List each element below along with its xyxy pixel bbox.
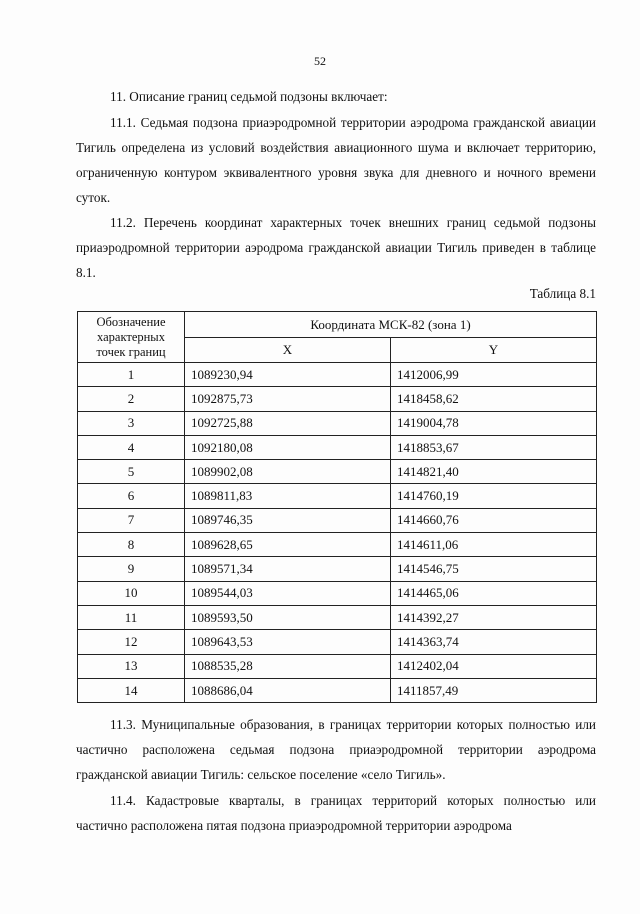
x-coordinate-cell: 1092875,73 — [185, 387, 391, 411]
y-coordinate-cell: 1414611,06 — [390, 533, 596, 557]
point-number-cell: 14 — [78, 678, 185, 702]
y-coordinate-cell: 1414392,27 — [390, 605, 596, 629]
paragraph-11-4: 11.4. Кадастровые кварталы, в границах территорий которых полностью или частично расположена пятая подзона приаэродромной территории аэродрома — [76, 793, 596, 833]
point-number-cell: 4 — [78, 435, 185, 459]
paragraph-11: 11. Описание границ седьмой подзоны включает: — [110, 89, 388, 104]
point-number-cell: 13 — [78, 654, 185, 678]
y-coordinate-cell: 1414363,74 — [390, 630, 596, 654]
x-coordinate-cell: 1089544,03 — [185, 581, 391, 605]
x-coordinate-cell: 1092725,88 — [185, 411, 391, 435]
x-coordinate-cell: 1089571,34 — [185, 557, 391, 581]
paragraph-11-2: 11.2. Перечень координат характерных точек внешних границ седьмой подзоны приаэродромной территории аэродрома гражданской авиации Тигиль приведен в таблице 8.1. — [76, 215, 596, 280]
paragraph-11-1: 11.1. Седьмая подзона приаэродромной территории аэродрома гражданской авиации Тигиль определена из условий воздействия авиационного шума и включает территорию, ограниченную контуром эквивалентного уровня звука для дневного и ночного времени суток. — [76, 115, 596, 205]
header-coordinate-system: Координата МСК-82 (зона 1) — [185, 312, 597, 338]
point-number-cell: 12 — [78, 630, 185, 654]
y-coordinate-cell: 1419004,78 — [390, 411, 596, 435]
coordinates-table — [77, 311, 597, 703]
x-coordinate-cell: 1089593,50 — [185, 605, 391, 629]
y-coordinate-cell: 1411857,49 — [390, 678, 596, 702]
table-row — [78, 363, 597, 387]
point-number-cell: 10 — [78, 581, 185, 605]
header-point-name: Обозначение характерных точек границ — [78, 312, 185, 363]
header-y: Y — [390, 338, 596, 363]
point-number-cell: 7 — [78, 508, 185, 532]
y-coordinate-cell: 1418458,62 — [390, 387, 596, 411]
y-coordinate-cell: 1414465,06 — [390, 581, 596, 605]
x-coordinate-cell: 1088535,28 — [185, 654, 391, 678]
table-row — [78, 387, 597, 411]
table-row — [78, 581, 597, 605]
y-coordinate-cell: 1418853,67 — [390, 435, 596, 459]
table-row — [78, 435, 597, 459]
x-coordinate-cell: 1089746,35 — [185, 508, 391, 532]
table-row — [78, 678, 597, 702]
point-number-cell: 3 — [78, 411, 185, 435]
table-row — [78, 460, 597, 484]
y-coordinate-cell: 1414821,40 — [390, 460, 596, 484]
y-coordinate-cell: 1414760,19 — [390, 484, 596, 508]
x-coordinate-cell: 1092180,08 — [185, 435, 391, 459]
table-row — [78, 605, 597, 629]
paragraph-11-3: 11.3. Муниципальные образования, в границах территории которых полностью или частично расположена седьмая подзона приаэродромной территории аэродрома гражданской авиации Тигиль: сельское поселение «село Тигиль». — [76, 717, 596, 782]
y-coordinate-cell: 1412402,04 — [390, 654, 596, 678]
point-number-cell: 11 — [78, 605, 185, 629]
page-number: 52 — [314, 54, 326, 68]
x-coordinate-cell: 1089230,94 — [185, 363, 391, 387]
header-x: X — [185, 338, 391, 363]
x-coordinate-cell: 1088686,04 — [185, 678, 391, 702]
x-coordinate-cell: 1089902,08 — [185, 460, 391, 484]
point-number-cell: 1 — [78, 363, 185, 387]
point-number-cell: 5 — [78, 460, 185, 484]
point-number-cell: 8 — [78, 533, 185, 557]
table-row — [78, 484, 597, 508]
y-coordinate-cell: 1414546,75 — [390, 557, 596, 581]
point-number-cell: 9 — [78, 557, 185, 581]
table-row — [78, 508, 597, 532]
table-row — [78, 411, 597, 435]
table-row — [78, 630, 597, 654]
x-coordinate-cell: 1089628,65 — [185, 533, 391, 557]
y-coordinate-cell: 1414660,76 — [390, 508, 596, 532]
table-row — [78, 654, 597, 678]
table-caption: Таблица 8.1 — [529, 286, 596, 301]
x-coordinate-cell: 1089811,83 — [185, 484, 391, 508]
y-coordinate-cell: 1412006,99 — [390, 363, 596, 387]
point-number-cell: 6 — [78, 484, 185, 508]
table-row — [78, 533, 597, 557]
x-coordinate-cell: 1089643,53 — [185, 630, 391, 654]
table-row — [78, 557, 597, 581]
point-number-cell: 2 — [78, 387, 185, 411]
